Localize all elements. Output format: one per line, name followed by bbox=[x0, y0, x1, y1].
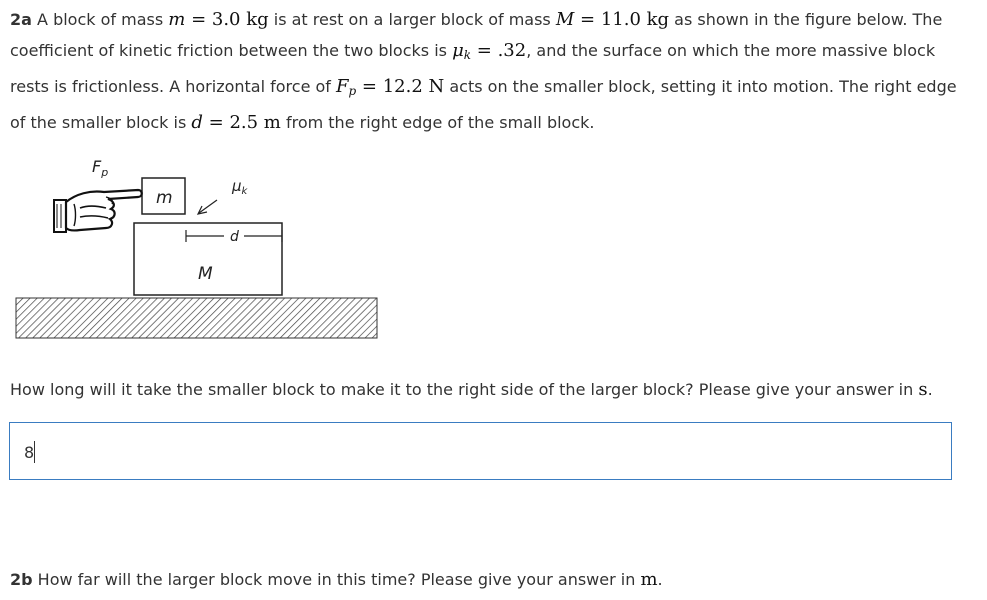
problem-statement bbox=[10, 4, 960, 138]
part-label-2b: 2b bbox=[10, 570, 33, 589]
problem-text-4: , and the surface on which the more massive block rests is frictionless. A horizontal force of bbox=[10, 41, 936, 96]
question-2b-text: How far will the larger block move in this time? Please give your answer in bbox=[32, 570, 641, 589]
question-2a-unit: s bbox=[918, 379, 928, 400]
problem-text-1: A block of mass bbox=[37, 10, 169, 29]
question-2a-period: . bbox=[927, 380, 933, 399]
text-cursor bbox=[34, 441, 35, 463]
problem-text-5: acts on the smaller block, setting it into motion. The right edge of the smaller block is bbox=[10, 77, 957, 132]
question-2b-period: . bbox=[657, 570, 663, 589]
answer-2a-field[interactable] bbox=[9, 422, 952, 480]
problem-text-2: is at rest on a larger block of mass bbox=[268, 10, 556, 29]
mass-M-expression: M = 11.0 kg bbox=[555, 9, 670, 30]
problem-text-6: from the right edge of the small block. bbox=[280, 113, 595, 132]
friction-label: $\mu_k$ bbox=[232, 177, 248, 197]
question-2a-text: How long will it take the smaller block to make it to the right side of the larger block? Please give your answer in bbox=[10, 380, 919, 399]
large-block-label: M bbox=[198, 264, 213, 284]
question-2b-unit: m bbox=[640, 569, 658, 590]
large-block bbox=[134, 223, 282, 295]
part-label-2a: 2a bbox=[10, 10, 32, 29]
blocks-diagram bbox=[10, 148, 385, 348]
problem-text-3: as shown in the figure below. The coefficient of kinetic friction between the two blocks is bbox=[10, 10, 943, 60]
question-2a bbox=[10, 374, 960, 405]
mass-m-expression: m = 3.0 kg bbox=[168, 9, 269, 30]
pointing-hand-icon bbox=[54, 190, 142, 232]
force-expression: $F_p = 12.2$ N bbox=[336, 76, 445, 98]
question-2b bbox=[10, 564, 960, 595]
blocks-figure bbox=[10, 148, 385, 348]
d-label: d bbox=[230, 229, 239, 245]
ground-surface bbox=[16, 298, 377, 338]
small-block-label: m bbox=[156, 188, 173, 208]
answer-2a-input[interactable] bbox=[24, 439, 924, 465]
mu-expression: $\mu_k = .32$ bbox=[452, 40, 527, 62]
force-label: $F_p$ bbox=[92, 157, 109, 179]
distance-expression: d = 2.5 m bbox=[191, 112, 281, 133]
